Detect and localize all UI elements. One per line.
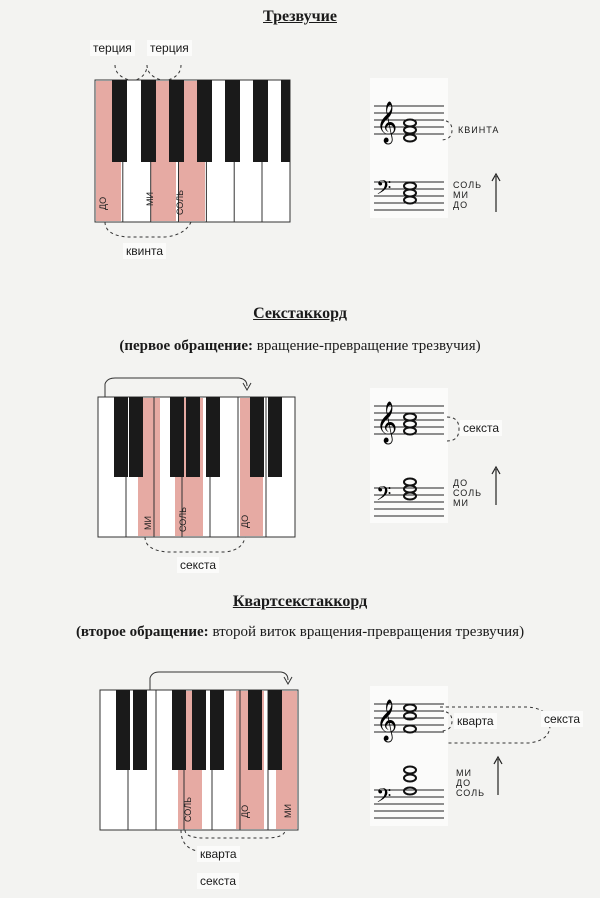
key-label-mi-2: МИ (143, 516, 153, 530)
keyboard-triad (85, 55, 315, 265)
key-label-do: ДО (98, 196, 108, 210)
stack-note-mi-3: МИ (456, 768, 472, 778)
label-third-1: терция (90, 40, 135, 56)
svg-text:𝄢: 𝄢 (376, 482, 392, 510)
label-fifth: квинта (123, 243, 166, 259)
staff-six-four-chord (370, 686, 448, 826)
staff-interval-sixth: секста (460, 420, 502, 436)
staff-triad (370, 78, 448, 218)
title-six-four-chord: Квартсекстаккорд (232, 593, 368, 610)
svg-text:𝄞: 𝄞 (376, 700, 398, 741)
stack-note-mi-2: МИ (453, 498, 469, 508)
keyboard-sixth-chord (95, 370, 310, 570)
svg-text:𝄞: 𝄞 (376, 102, 398, 143)
keyboard-six-four-chord (95, 660, 310, 855)
key-label-do-2: ДО (240, 514, 250, 528)
key-label-do-3: ДО (240, 804, 250, 818)
key-label-sol-3: СОЛЬ (183, 796, 193, 822)
stack-note-sol: СОЛЬ (453, 180, 483, 190)
subtitle-second-inversion: (второе обращение: второй виток вращения-превращения трезвучия) (75, 624, 525, 640)
label-third-2: терция (147, 40, 192, 56)
svg-text:𝄢: 𝄢 (376, 784, 392, 812)
staff-interval-sixth-3: секста (541, 711, 583, 727)
svg-text:𝄢: 𝄢 (376, 176, 392, 204)
label-fourth: кварта (197, 846, 240, 862)
key-label-sol: СОЛЬ (175, 189, 185, 215)
stack-note-sol-2: СОЛЬ (453, 488, 483, 498)
staff-sixth-chord (370, 388, 448, 523)
stack-note-do: ДО (453, 200, 469, 210)
key-label-sol-2: СОЛЬ (178, 506, 188, 532)
stack-note-mi: МИ (453, 190, 469, 200)
staff-interval-fourth: кварта (454, 713, 497, 729)
svg-text:𝄞: 𝄞 (376, 402, 398, 443)
label-sixth-3: секста (197, 873, 239, 889)
subtitle-first-inversion: (первое обращение: вращение-превращение трезвучия) (119, 338, 481, 354)
arrow-up-icon-2 (490, 465, 502, 507)
arrow-up-icon (490, 172, 502, 214)
stack-note-sol-3: СОЛЬ (456, 788, 486, 798)
label-sixth: секста (177, 557, 219, 573)
arrow-up-icon-3 (492, 755, 504, 797)
stack-note-do-2: ДО (453, 478, 469, 488)
key-label-mi: МИ (145, 192, 155, 206)
staff-interval-fifth: КВИНТА (458, 125, 500, 135)
stack-note-do-3: ДО (456, 778, 472, 788)
key-label-mi-3: МИ (283, 804, 293, 818)
title-triad: Трезвучие (263, 8, 337, 25)
title-sixth-chord: Секстаккорд (253, 305, 347, 322)
